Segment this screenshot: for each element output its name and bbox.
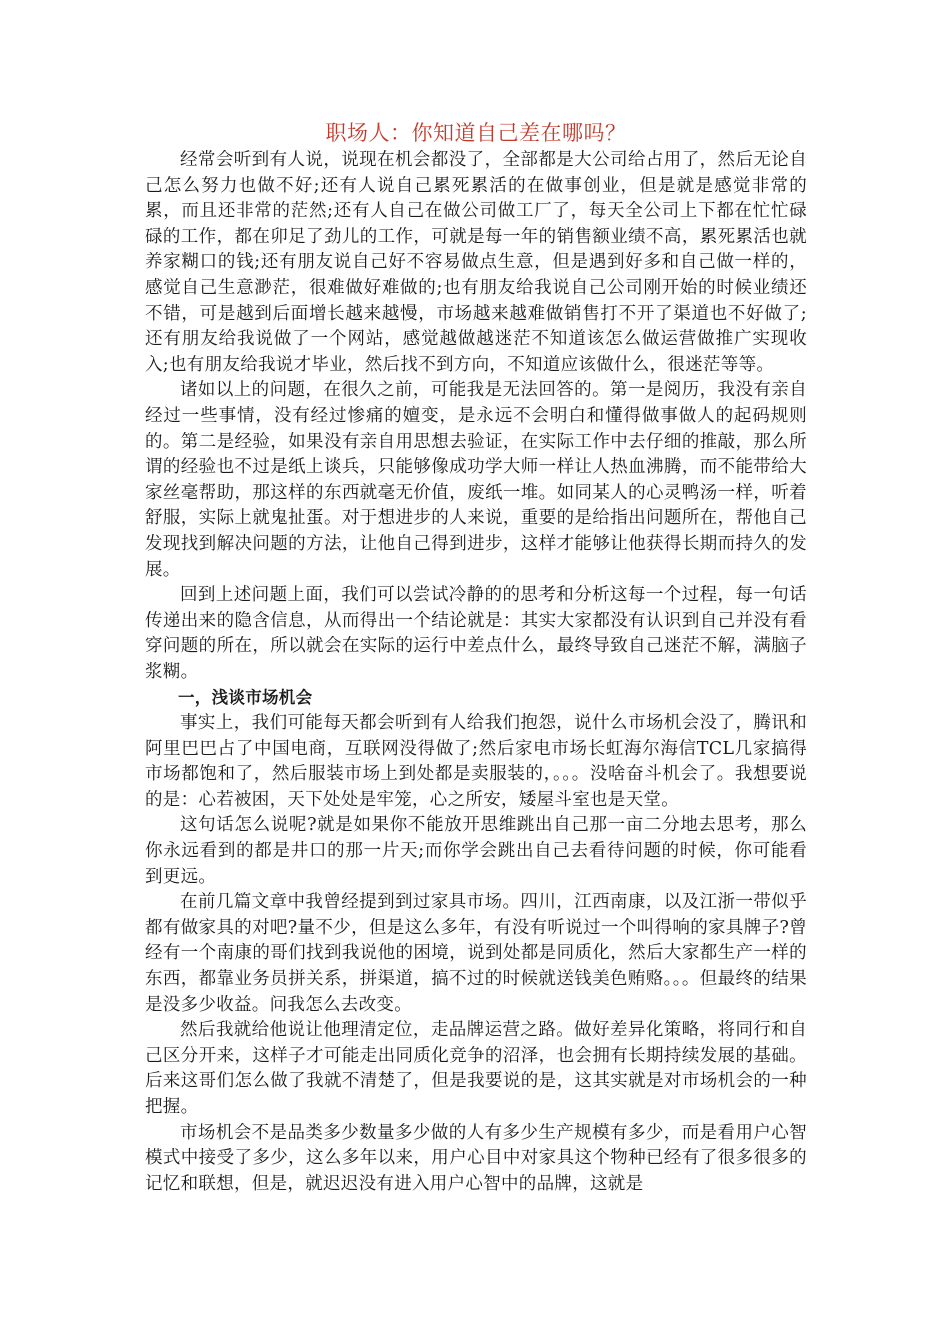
paragraph: 在前几篇文章中我曾经提到到过家具市场。四川，江西南康，以及江浙一带似乎都有做家具的对吧?量不少，但是这么多年，有没有听说过一个叫得响的家具牌子?曾经有一个南康的哥们找到我说他的困境，说到处都是同质化，然后大家都生产一样的东西，都靠业务员拼关系，拼渠道，搞不过的时候就送钱美色贿赂。。。但最终的结果是没多少收益。问我怎么去改变。 xyxy=(145,892,807,1015)
document-body xyxy=(145,148,807,1197)
paragraph: 诸如以上的问题，在很久之前，可能我是无法回答的。第一是阅历，我没有亲自经过一些事情，没有经过惨痛的嬗变，是永远不会明白和懂得做事做人的起码规则的。第二是经验，如果没有亲自用思想去验证，在实际工作中去仔细的推敲，那么所谓的经验也不过是纸上谈兵，只能够像成功学大师一样让人热血沸腾，而不能带给大家丝毫帮助，那这样的东西就毫无价值，废纸一堆。如同某人的心灵鸭汤一样，听着舒服，实际上就鬼扯蛋。对于想进步的人来说，重要的是给指出问题所在，帮他自己发现找到解决问题的方法，让他自己得到进步，这样才能够让他获得长期而持久的发展。 xyxy=(145,380,807,580)
paragraph: 事实上，我们可能每天都会听到有人给我们抱怨，说什么市场机会没了，腾讯和阿里巴巴占了中国电商，互联网没得做了;然后家电市场长虹海尔海信TCL几家搞得市场都饱和了，然后服装市场上到处都是卖服装的，。。。没啥奋斗机会了。我想要说的是：心若被困，天下处处是牢笼，心之所安，矮屋斗室也是天堂。 xyxy=(145,713,807,810)
paragraph: 市场机会不是品类多少数量多少做的人有多少生产规模有多少，而是看用户心智模式中接受了多少，这么多年以来，用户心目中对家具这个物种已经有了很多很多的记忆和联想，但是，就迟迟没有进入用户心智中的品牌，这就是 xyxy=(145,1122,807,1194)
paragraph: 然后我就给他说让他理清定位，走品牌运营之路。做好差异化策略，将同行和自己区分开来，这样子才可能走出同质化竞争的沼泽，也会拥有长期持续发展的基础。后来这哥们怎么做了我就不清楚了，但是我要说的是，这其实就是对市场机会的一种把握。 xyxy=(145,1020,807,1117)
paragraph: 回到上述问题上面，我们可以尝试冷静的的思考和分析这每一个过程，每一句话传递出来的隐含信息，从而得出一个结论就是：其实大家都没有认识到自己并没有看穿问题的所在，所以就会在实际的运行中差点什么，最终导致自己迷茫不解，满脑子浆糊。 xyxy=(145,585,807,682)
document-title: 职场人：你知道自己差在哪吗？ xyxy=(325,121,627,145)
section-heading: 一，浅谈市场机会 xyxy=(178,688,313,708)
paragraph: 经常会听到有人说，说现在机会都没了，全部都是大公司给占用了，然后无论自己怎么努力也做不好;还有人说自己累死累活的在做事创业，但是就是感觉非常的累，而且还非常的茫然;还有人自己在做公司做工厂了，每天全公司上下都在忙忙碌碌的工作，都在卯足了劲儿的工作，可就是每一年的销售额业绩不高，累死累活也就养家糊口的钱;还有朋友说自己好不容易做点生意，但是遇到好多和自己做一样的，感觉自己生意渺茫，很难做好难做的;也有朋友给我说自己公司刚开始的时候业绩还不错，可是越到后面增长越来越慢，市场越来越难做销售打不开了渠道也不好做了;还有朋友给我说做了一个网站，感觉越做越迷茫不知道该怎么做运营做推广实现收入;也有朋友给我说才毕业，然后找不到方向，不知道应该做什么，很迷茫等等。 xyxy=(145,150,807,375)
paragraph: 这句话怎么说呢?就是如果你不能放开思维跳出自己那一亩二分地去思考，那么你永远看到的都是井口的那一片天;而你学会跳出自己去看待问题的时候，你可能看到更远。 xyxy=(145,815,807,887)
